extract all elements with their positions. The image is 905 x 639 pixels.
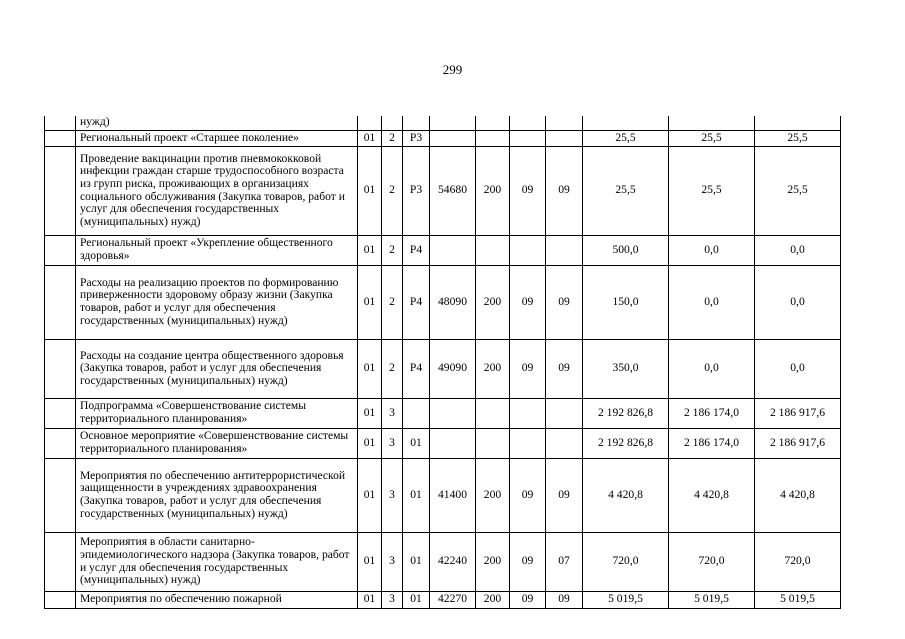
table-row	[45, 130, 841, 146]
amount-year-1: 150,0	[583, 265, 669, 339]
row-number-cell	[45, 130, 76, 146]
amount-year-3	[755, 116, 841, 130]
row-number-cell	[45, 532, 76, 591]
code-section: 01	[358, 532, 382, 591]
amount-year-1	[583, 116, 669, 130]
code-subchapter: 09	[546, 591, 583, 608]
code-type	[476, 398, 510, 428]
amount-year-3: 5 019,5	[755, 591, 841, 608]
code-type: 200	[476, 339, 510, 398]
row-name: Подпрограмма «Совершенствование системы территориального планирования»	[76, 398, 358, 428]
code-direction: Р4	[403, 339, 430, 398]
code-direction: Р3	[403, 130, 430, 146]
code-section: 01	[358, 591, 382, 608]
code-chapter	[510, 428, 546, 458]
amount-year-1: 25,5	[583, 130, 669, 146]
amount-year-2: 4 420,8	[669, 458, 755, 532]
amount-year-3: 25,5	[755, 146, 841, 235]
code-section: 01	[358, 398, 382, 428]
amount-year-3: 25,5	[755, 130, 841, 146]
amount-year-3: 0,0	[755, 339, 841, 398]
code-type: 200	[476, 146, 510, 235]
row-number-cell	[45, 591, 76, 608]
table-row	[45, 235, 841, 265]
amount-year-3: 2 186 917,6	[755, 428, 841, 458]
code-subchapter	[546, 235, 583, 265]
row-number-cell	[45, 116, 76, 130]
code-chapter: 09	[510, 339, 546, 398]
row-number-cell	[45, 235, 76, 265]
amount-year-1: 500,0	[583, 235, 669, 265]
code-subprogram: 3	[382, 458, 403, 532]
table-row	[45, 458, 841, 532]
amount-year-2: 0,0	[669, 235, 755, 265]
code-subprogram: 2	[382, 130, 403, 146]
code-subprogram: 3	[382, 591, 403, 608]
budget-table	[44, 116, 841, 609]
code-expense: 49090	[430, 339, 476, 398]
amount-year-2: 25,5	[669, 146, 755, 235]
table-row	[45, 146, 841, 235]
code-type	[476, 130, 510, 146]
code-expense: 48090	[430, 265, 476, 339]
code-type: 200	[476, 265, 510, 339]
amount-year-2: 2 186 174,0	[669, 398, 755, 428]
amount-year-3: 0,0	[755, 265, 841, 339]
code-chapter	[510, 398, 546, 428]
table-row	[45, 398, 841, 428]
code-section: 01	[358, 265, 382, 339]
amount-year-2: 0,0	[669, 339, 755, 398]
amount-year-3: 720,0	[755, 532, 841, 591]
row-number-cell	[45, 146, 76, 235]
code-subprogram: 2	[382, 235, 403, 265]
code-subchapter: 09	[546, 265, 583, 339]
code-subchapter: 09	[546, 339, 583, 398]
code-expense: 41400	[430, 458, 476, 532]
code-type	[476, 235, 510, 265]
code-direction	[403, 116, 430, 130]
row-name: Проведение вакцинации против пневмококковой инфекции граждан старше трудоспособного возраста из групп риска, проживающих в организациях социального обслуживания (Закупка товаров, работ и услуг для обеспечения государственных (муниципальных) нужд)	[76, 146, 358, 235]
row-name: Региональный проект «Укрепление общественного здоровья»	[76, 235, 358, 265]
code-expense	[430, 398, 476, 428]
amount-year-2: 2 186 174,0	[669, 428, 755, 458]
row-name: Мероприятия в области санитарно-эпидемиологического надзора (Закупка товаров, работ и услуг для обеспечения государственных (муниципальных) нужд)	[76, 532, 358, 591]
table-row	[45, 532, 841, 591]
code-type: 200	[476, 591, 510, 608]
code-chapter: 09	[510, 532, 546, 591]
code-chapter: 09	[510, 591, 546, 608]
code-direction: 01	[403, 458, 430, 532]
code-chapter: 09	[510, 458, 546, 532]
code-subprogram: 2	[382, 339, 403, 398]
code-expense	[430, 130, 476, 146]
code-subchapter: 09	[546, 146, 583, 235]
table-row	[45, 428, 841, 458]
code-chapter	[510, 116, 546, 130]
code-expense: 42270	[430, 591, 476, 608]
code-direction: 01	[403, 428, 430, 458]
amount-year-3: 4 420,8	[755, 458, 841, 532]
amount-year-1: 5 019,5	[583, 591, 669, 608]
amount-year-3: 0,0	[755, 235, 841, 265]
code-chapter: 09	[510, 265, 546, 339]
code-subprogram: 3	[382, 398, 403, 428]
row-name: Мероприятия по обеспечению антитеррористической защищенности в учреждениях здравоохранения (Закупка товаров, работ и услуг для обеспечения государственных (муниципальных) нужд)	[76, 458, 358, 532]
amount-year-1: 2 192 826,8	[583, 398, 669, 428]
code-subchapter	[546, 130, 583, 146]
code-subchapter: 09	[546, 458, 583, 532]
row-name: Расходы на реализацию проектов по формированию приверженности здоровому образу жизни (Закупка товаров, работ и услуг для обеспечения государственных (муниципальных) нужд)	[76, 265, 358, 339]
code-type: 200	[476, 458, 510, 532]
table-row	[45, 339, 841, 398]
amount-year-1: 2 192 826,8	[583, 428, 669, 458]
code-section: 01	[358, 428, 382, 458]
row-name: Основное мероприятие «Совершенствование системы территориального планирования»	[76, 428, 358, 458]
amount-year-1: 4 420,8	[583, 458, 669, 532]
amount-year-2: 0,0	[669, 265, 755, 339]
code-direction: 01	[403, 591, 430, 608]
amount-year-1: 720,0	[583, 532, 669, 591]
code-section: 01	[358, 458, 382, 532]
code-subchapter: 07	[546, 532, 583, 591]
code-chapter: 09	[510, 146, 546, 235]
row-name: Мероприятия по обеспечению пожарной	[76, 591, 358, 608]
code-type	[476, 116, 510, 130]
code-direction: 01	[403, 532, 430, 591]
code-type	[476, 428, 510, 458]
row-name: Региональный проект «Старшее поколение»	[76, 130, 358, 146]
code-subchapter	[546, 116, 583, 130]
amount-year-2: 720,0	[669, 532, 755, 591]
amount-year-2: 25,5	[669, 130, 755, 146]
code-direction: Р4	[403, 235, 430, 265]
row-number-cell	[45, 458, 76, 532]
code-subchapter	[546, 428, 583, 458]
row-number-cell	[45, 265, 76, 339]
row-number-cell	[45, 398, 76, 428]
amount-year-1: 25,5	[583, 146, 669, 235]
row-number-cell	[45, 339, 76, 398]
code-section	[358, 116, 382, 130]
amount-year-2: 5 019,5	[669, 591, 755, 608]
row-number-cell	[45, 428, 76, 458]
table-row	[45, 265, 841, 339]
code-section: 01	[358, 339, 382, 398]
page-number: 299	[442, 62, 463, 77]
row-name: нужд)	[76, 116, 358, 130]
table-row	[45, 116, 841, 130]
code-subchapter	[546, 398, 583, 428]
code-subprogram: 2	[382, 265, 403, 339]
code-expense	[430, 116, 476, 130]
code-section: 01	[358, 235, 382, 265]
code-type: 200	[476, 532, 510, 591]
code-chapter	[510, 130, 546, 146]
code-direction	[403, 398, 430, 428]
code-direction: Р4	[403, 265, 430, 339]
code-expense	[430, 235, 476, 265]
code-subprogram: 3	[382, 428, 403, 458]
code-expense	[430, 428, 476, 458]
code-expense: 42240	[430, 532, 476, 591]
code-direction: Р3	[403, 146, 430, 235]
amount-year-3: 2 186 917,6	[755, 398, 841, 428]
table-row	[45, 591, 841, 608]
code-section: 01	[358, 146, 382, 235]
code-subprogram: 3	[382, 532, 403, 591]
amount-year-2	[669, 116, 755, 130]
row-name: Расходы на создание центра общественного здоровья (Закупка товаров, работ и услуг для обеспечения государственных (муниципальных) нужд)	[76, 339, 358, 398]
code-section: 01	[358, 130, 382, 146]
code-subprogram: 2	[382, 146, 403, 235]
code-expense: 54680	[430, 146, 476, 235]
code-subprogram	[382, 116, 403, 130]
amount-year-1: 350,0	[583, 339, 669, 398]
code-chapter	[510, 235, 546, 265]
